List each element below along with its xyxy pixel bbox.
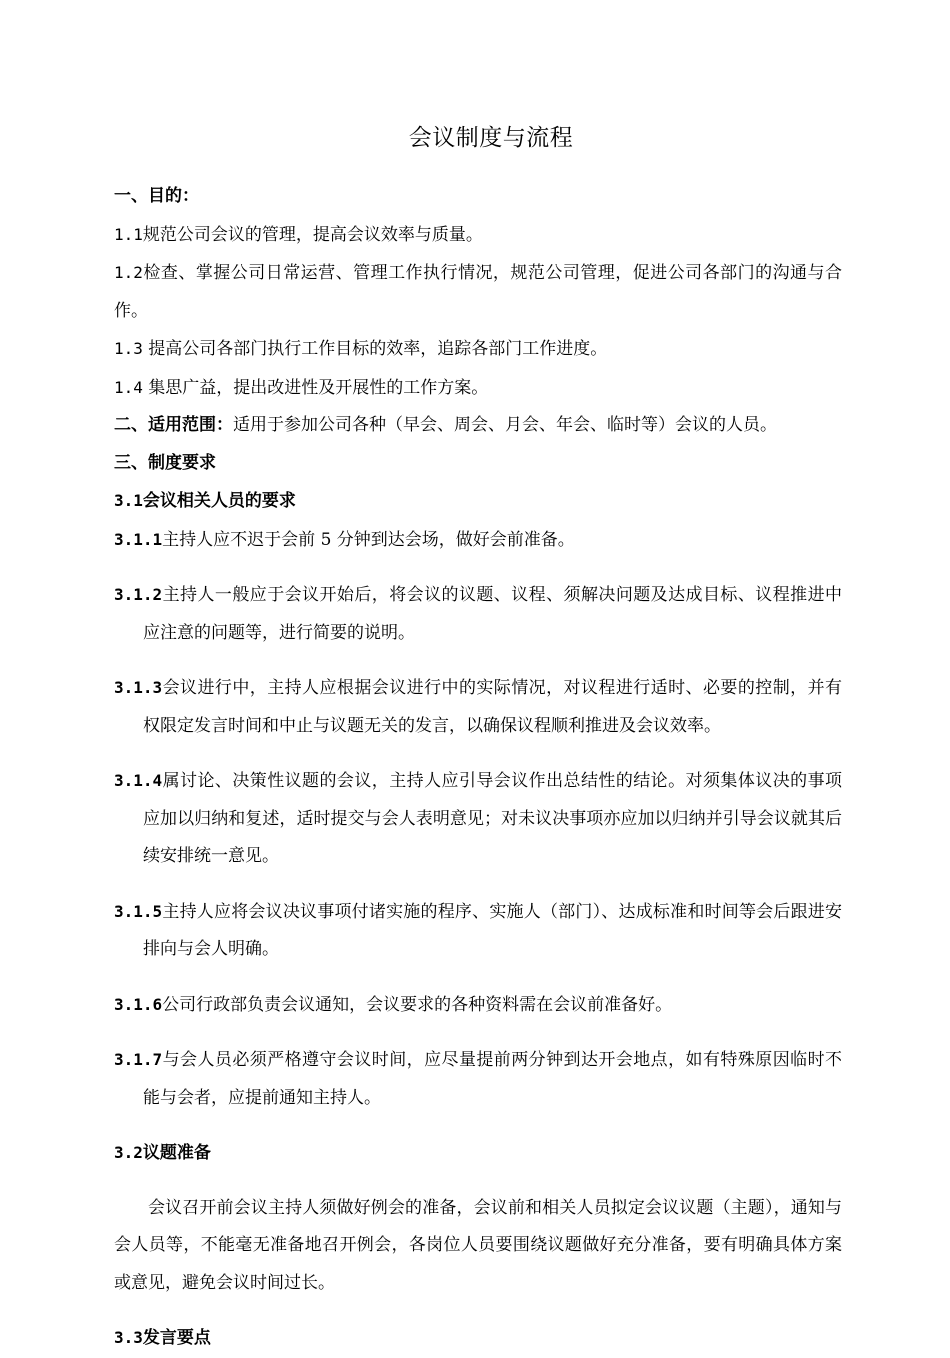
clause-number: 1.2 xyxy=(114,263,143,282)
clause-1-3 xyxy=(114,330,842,369)
clause-3-1-3 xyxy=(114,669,842,745)
subsection-heading: 发言要点 xyxy=(142,1328,211,1348)
clause-1-4 xyxy=(114,369,842,408)
section-scope-text: 适用于参加公司各种（早会、周会、月会、年会、临时等）会议的人员。 xyxy=(233,415,777,435)
clause-text: 公司行政部负责会议通知，会议要求的各种资料需在会议前准备好。 xyxy=(162,994,673,1015)
clause-1-1 xyxy=(114,216,842,255)
clause-text: 检查、掌握公司日常运营、管理工作执行情况，规范公司管理，促进公司各部门的沟通与合作。 xyxy=(114,263,842,321)
clause-3-1-7 xyxy=(114,1041,842,1117)
clause-number: 3.1.2 xyxy=(114,585,163,604)
subsection-heading: 会议相关人员的要求 xyxy=(142,491,296,511)
clause-3-1-6 xyxy=(114,986,842,1025)
subsection-3-1 xyxy=(114,482,842,521)
subsection-number: 3.3 xyxy=(114,1328,143,1347)
clause-text: 规范公司会议的管理，提高会议效率与质量。 xyxy=(142,224,483,245)
subsection-3-2 xyxy=(114,1134,842,1173)
clause-3-1-2 xyxy=(114,576,842,652)
clause-3-1-1 xyxy=(114,521,842,560)
subsection-number: 3.1 xyxy=(114,491,143,510)
clause-text: 与会人员必须严格遵守会议时间，应尽量提前两分钟到达开会地点，如有特殊原因临时不能与会者，应提前通知主持人。 xyxy=(143,1050,842,1108)
clause-number: 1.4 xyxy=(114,377,143,397)
clause-number: 3.1.5 xyxy=(114,901,163,921)
clause-number: 3.1.4 xyxy=(114,771,163,790)
clause-number: 3.1.3 xyxy=(114,678,163,697)
clause-text: 主持人应不迟于会前 5 分钟到达会场，做好会前准备。 xyxy=(162,529,575,550)
clause-number: 1.3 xyxy=(114,339,143,358)
paragraph-3-2: 会议召开前会议主持人须做好例会的准备，会议前和相关人员拟定会议议题（主题），通知与会人员等，不能毫无准备地召开例会，各岗位人员要围绕议题做好充分准备，要有明确具体方案或意见，避免会议时间过长。 xyxy=(114,1197,842,1293)
clause-number: 1.1 xyxy=(114,224,143,244)
clause-text: 提高公司各部门执行工作目标的效率，追踪各部门工作进度。 xyxy=(142,339,608,359)
section-heading-requirements: 三、制度要求 xyxy=(114,452,216,473)
section-heading-scope: 二、适用范围： xyxy=(114,415,233,435)
clause-text: 主持人一般应于会议开始后，将会议的议题、议程、须解决问题及达成目标、议程推进中应注意的问题等，进行简要的说明。 xyxy=(143,585,842,643)
subsection-3-3 xyxy=(114,1319,842,1358)
section-scope xyxy=(114,407,842,445)
clause-1-2 xyxy=(114,254,842,330)
document-body xyxy=(114,178,842,1358)
clause-3-1-4 xyxy=(114,762,842,876)
clause-number: 3.1.6 xyxy=(114,994,163,1014)
clause-number: 3.1.1 xyxy=(114,529,163,549)
page-title: 会议制度与流程 xyxy=(408,125,574,151)
clause-text: 属讨论、决策性议题的会议，主持人应引导会议作出总结性的结论。对须集体议决的事项应加以归纳和复述，适时提交与会人表明意见；对未议决事项亦应加以归纳并引导会议就其后续安排统一意见。 xyxy=(143,771,842,866)
clause-text: 主持人应将会议决议事项付诸实施的程序、实施人（部门）、达成标准和时间等会后跟进安排向与会人明确。 xyxy=(143,901,842,959)
clause-3-1-5 xyxy=(114,893,842,969)
subsection-heading: 议题准备 xyxy=(142,1143,211,1163)
subsection-number: 3.2 xyxy=(114,1143,143,1162)
clause-text: 集思广益，提出改进性及开展性的工作方案。 xyxy=(142,377,489,398)
clause-text: 会议进行中，主持人应根据会议进行中的实际情况，对议程进行适时、必要的控制，并有权限定发言时间和中止与议题无关的发言，以确保议程顺利推进及会议效率。 xyxy=(143,678,842,736)
clause-number: 3.1.7 xyxy=(114,1050,163,1069)
section-heading-purpose: 一、目的： xyxy=(114,186,199,206)
